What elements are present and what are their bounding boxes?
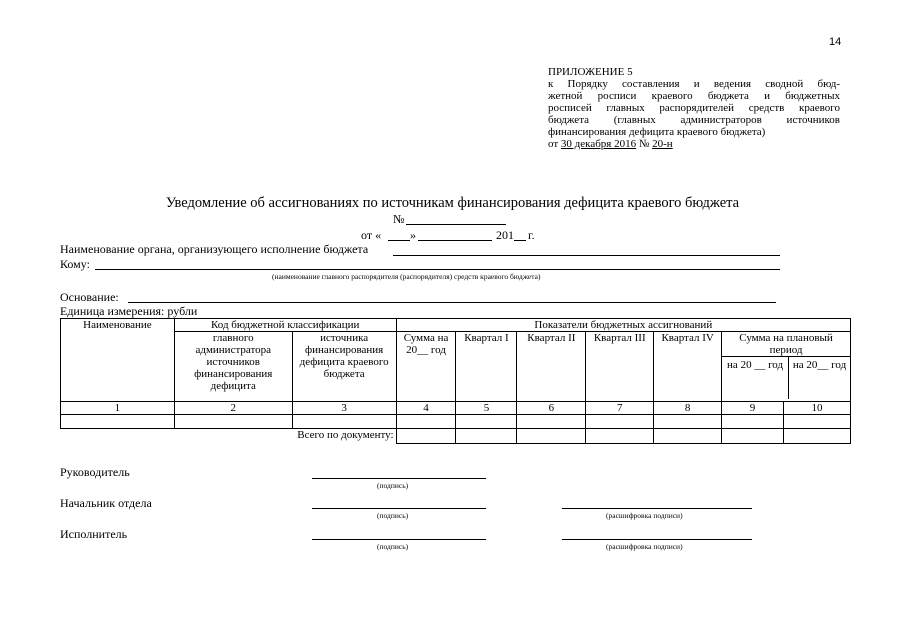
total-cell[interactable] xyxy=(396,429,456,444)
head-label: Руководитель xyxy=(60,465,130,479)
col-q2-header: Квартал II xyxy=(517,332,586,402)
table-row xyxy=(61,415,851,429)
column-number: 3 xyxy=(292,402,396,415)
column-number: 4 xyxy=(396,402,456,415)
appendix-number-sign: № xyxy=(638,138,650,150)
appendix-number: 20-н xyxy=(652,138,673,150)
exec-sign-caption: (подпись) xyxy=(377,542,409,551)
organ-field xyxy=(393,255,780,256)
basis-field xyxy=(128,302,776,303)
document-title: Уведомление об ассигнованиях по источникам финансирования дефицита краевого бюджета xyxy=(165,195,740,211)
dept-signature-line xyxy=(312,508,486,509)
column-number: 2 xyxy=(174,402,292,415)
column-number: 1 xyxy=(61,402,175,415)
table-cell[interactable] xyxy=(517,415,586,429)
col-plan1-header: на 20 __ год xyxy=(722,357,789,399)
day-field xyxy=(388,240,410,241)
appendix-title: ПРИЛОЖЕНИЕ 5 xyxy=(548,66,633,78)
col-admin-header: главного администратора источников финансирования дефицита xyxy=(174,332,292,402)
exec-signature-line xyxy=(312,539,486,540)
exec-label: Исполнитель xyxy=(60,527,128,541)
col-q1-header: Квартал I xyxy=(456,332,517,402)
col-source-header: источника финансирования дефицита краевого бюджета xyxy=(292,332,396,402)
dept-decode-caption: (расшифровка подписи) xyxy=(606,511,683,520)
plan-subheaders xyxy=(722,357,850,399)
year-prefix: 201 xyxy=(496,228,514,242)
total-label: Всего по документу: xyxy=(61,429,397,444)
total-cell[interactable] xyxy=(784,429,851,444)
appendix-line: жетной росписи краевого бюджета и бюджетных xyxy=(548,90,840,102)
exec-decode-line xyxy=(562,539,752,540)
allocations-table xyxy=(60,318,851,444)
table-cell[interactable] xyxy=(784,415,851,429)
table-cell[interactable] xyxy=(292,415,396,429)
appendix-line: финансирования дефицита краевого бюджета) xyxy=(548,126,766,138)
basis-label: Основание: xyxy=(60,290,119,304)
date-from-label: от « xyxy=(361,228,382,242)
to-caption: (наименование главного распорядителя (распорядителя) средств краевого бюджета) xyxy=(272,272,541,281)
total-cell[interactable] xyxy=(586,429,654,444)
appendix-date-line xyxy=(548,138,840,150)
column-number: 8 xyxy=(654,402,722,415)
dept-label: Начальник отдела xyxy=(60,496,152,510)
appendix-block xyxy=(548,66,840,150)
year-field xyxy=(514,240,526,241)
appendix-line: росписей главных распорядителей средств краевого xyxy=(548,102,840,114)
table-cell[interactable] xyxy=(722,415,784,429)
total-cell[interactable] xyxy=(456,429,517,444)
total-row xyxy=(61,429,851,444)
exec-decode-caption: (расшифровка подписи) xyxy=(606,542,683,551)
total-cell[interactable] xyxy=(517,429,586,444)
col-indicators-group-header: Показатели бюджетных ассигнований xyxy=(396,319,850,332)
col-plan2-header: на 20__ год xyxy=(792,359,847,371)
head-signature-line xyxy=(312,478,486,479)
col-name-header: Наименование xyxy=(61,319,175,402)
dept-decode-line xyxy=(562,508,752,509)
table-cell[interactable] xyxy=(456,415,517,429)
page-number: 14 xyxy=(829,36,842,48)
number-field xyxy=(406,224,506,225)
appendix-line: бюджета (главных администраторов источников xyxy=(548,114,840,126)
column-number: 6 xyxy=(517,402,586,415)
to-label: Кому: xyxy=(60,257,90,271)
table-cell[interactable] xyxy=(586,415,654,429)
year-suffix: г. xyxy=(528,228,535,242)
organ-label: Наименование органа, организующего исполнение бюджета xyxy=(60,242,369,256)
column-numbers-row xyxy=(61,402,851,415)
total-cell[interactable] xyxy=(654,429,722,444)
plan-group-title: Сумма на плановый период xyxy=(722,332,850,357)
month-field xyxy=(418,240,492,241)
col-q4-header: Квартал IV xyxy=(654,332,722,402)
table-cell[interactable] xyxy=(396,415,456,429)
col-code-group-header: Код бюджетной классификации xyxy=(174,319,396,332)
column-number: 5 xyxy=(456,402,517,415)
number-label: № xyxy=(393,212,405,226)
table-cell[interactable] xyxy=(61,415,175,429)
date-mid: » xyxy=(410,228,416,242)
total-cell[interactable] xyxy=(722,429,784,444)
appendix-date-prefix: от xyxy=(548,138,559,150)
column-number: 10 xyxy=(784,402,851,415)
dept-sign-caption: (подпись) xyxy=(377,511,409,520)
column-number: 7 xyxy=(586,402,654,415)
head-sign-caption: (подпись) xyxy=(377,481,409,490)
to-field xyxy=(95,269,780,270)
table-cell[interactable] xyxy=(654,415,722,429)
col-q3-header: Квартал III xyxy=(586,332,654,402)
table-cell[interactable] xyxy=(174,415,292,429)
col-plan-group-header xyxy=(722,332,851,402)
unit-label: Единица измерения: рубли xyxy=(60,304,198,318)
appendix-line: к Порядку составления и ведения сводной бюд- xyxy=(548,78,840,90)
col-sum-year-header: Сумма на 20__ год xyxy=(396,332,456,402)
column-number: 9 xyxy=(722,402,784,415)
appendix-date: 30 декабря 2016 xyxy=(560,138,637,150)
